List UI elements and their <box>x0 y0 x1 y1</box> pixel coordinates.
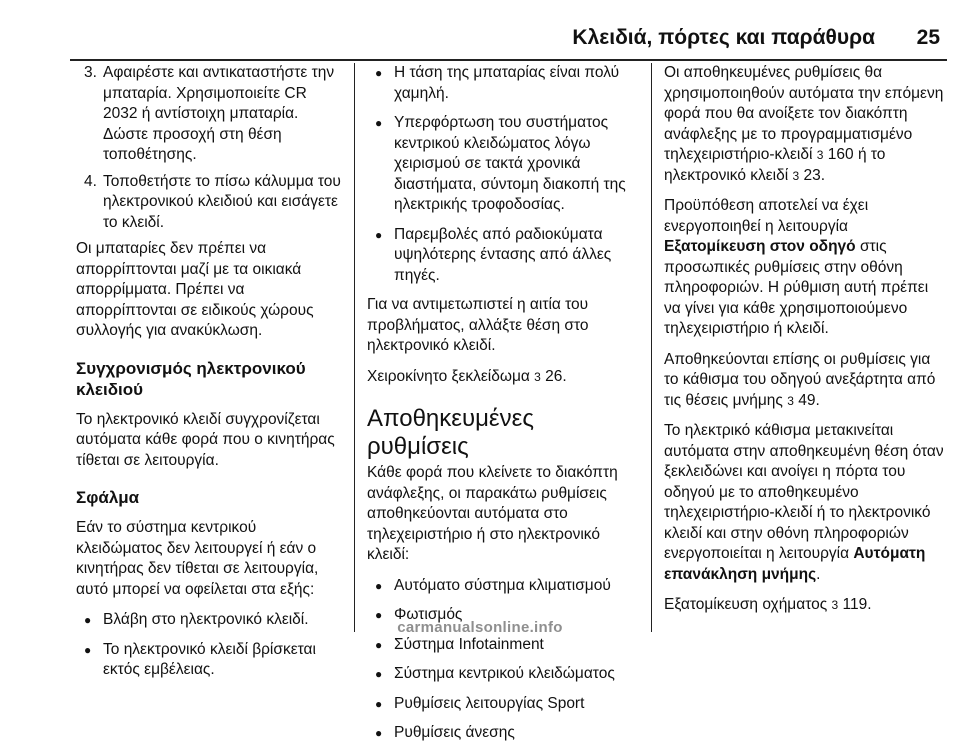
page-header-title: Κλειδιά, πόρτες και παράθυρα <box>572 26 875 49</box>
list-item-text: Βλάβη στο ηλεκτρονικό κλειδί. <box>103 611 309 628</box>
list-item <box>367 664 641 685</box>
list-item-text: Αυτόματο σύστημα κλιματισμού <box>394 576 611 594</box>
manual-unlock-reference <box>367 367 641 388</box>
column-1 <box>76 63 344 678</box>
menu-setting-name: Αυτόματη επανάκληση μνήμης <box>664 545 926 583</box>
memory-settings-heading: Αποθηκευμένες ρυθμίσεις <box>367 405 534 460</box>
watermark: carmanualsonline.info <box>397 619 563 636</box>
bullet-icon: ● <box>375 667 383 681</box>
list-item-text: Φωτισμός <box>394 606 463 623</box>
paragraph-text: ή το ηλεκτρονικό κλειδί <box>664 146 886 184</box>
page-reference-number: 26. <box>545 367 567 385</box>
power-seat-paragraph <box>664 421 944 585</box>
page-reference-icon: 3 <box>816 148 824 162</box>
page-reference-number: 49. <box>798 391 820 409</box>
vehicle-personalization-reference <box>664 595 944 616</box>
paragraph-text: Αποθηκεύονται επίσης οι ρυθμίσεις για το κάθισμα του οδηγού ανεξάρτητα από τις θέσεις μνήμης <box>664 350 936 409</box>
paragraph-text: στις προσωπικές ρυθμίσεις στην οθόνη πληροφοριών. Η ρύθμιση αυτή πρέπει να γίνει για κάθε χρησιμοποιούμενο τηλεχειριστήριο ή κλειδί. <box>664 238 929 337</box>
page-reference-number: 160 <box>827 146 854 163</box>
bullet-icon: ● <box>375 696 383 711</box>
reference-text: Χειροκίνητο ξεκλείδωμα <box>367 367 530 385</box>
prerequisite-paragraph <box>664 196 944 340</box>
list-item-text: Ρυθμίσεις λειτουργίας Sport <box>394 694 585 712</box>
page-reference-number: 119. <box>842 596 872 613</box>
sync-paragraph: Το ηλεκτρονικό κλειδί συγχρονίζεται αυτόματα κάθε φορά που ο κινητήρας τίθεται σε λειτουργία. <box>76 410 335 469</box>
fault-paragraph: Εάν το σύστημα κεντρικού κλειδώματος δεν λειτουργεί ή εάν ο κινητήρας δεν τίθεται σε λειτουργία, αυτό μπορεί να οφείλεται στα εξής: <box>76 519 319 598</box>
bullet-icon: ● <box>84 642 92 657</box>
list-item-text: Σύστημα Infotainment <box>394 635 544 653</box>
paragraph-text: . <box>816 565 821 583</box>
page-reference-icon: 3 <box>792 168 800 183</box>
paragraph-text: Προϋπόθεση αποτελεί να έχει ενεργοποιηθεί η λειτουργία <box>664 197 869 235</box>
page-reference-icon: 3 <box>534 369 541 384</box>
bullet-icon: ● <box>375 116 383 130</box>
column-divider-1 <box>354 63 355 632</box>
bullet-icon: ● <box>84 613 92 627</box>
list-item-text: Ρυθμίσεις άνεσης <box>394 724 515 741</box>
driver-seat-paragraph <box>664 350 944 412</box>
fault-heading: Σφάλμα <box>76 488 140 507</box>
step-text: Τοποθετήστε το πίσω κάλυμμα του ηλεκτρονικού κλειδιού και εισάγετε το κλειδί. <box>103 172 341 231</box>
menu-setting-name: Εξατομίκευση στον οδηγό <box>664 238 856 255</box>
paragraph-text: Το ηλεκτρικό κάθισμα μετακινείται αυτόματα στην αποθηκευμένη θέση όταν ξεκλειδώνει και ανοίγει η πόρτα του οδηγού με το αποθηκευμένο τηλεχειριστήριο-κλειδί ή το ηλεκτρονικό κλειδί και στην οθόνη πληροφοριών ενεργοποιείται η λειτουργία <box>664 422 944 562</box>
list-item <box>367 113 641 216</box>
bullet-icon: ● <box>375 227 383 242</box>
disposal-paragraph: Οι μπαταρίες δεν πρέπει να απορρίπτονται μαζί με τα οικιακά απορρίμματα. Πρέπει να απορρίπτονται σε ειδικούς χώρους συλλογής για ανακύκλωση. <box>76 240 314 339</box>
column-2 <box>367 63 641 741</box>
page-reference-number: 23. <box>803 166 826 184</box>
bullet-icon: ● <box>375 578 383 593</box>
list-item-text: Η τάση της μπαταρίας είναι πολύ χαμηλή. <box>394 64 620 102</box>
fix-paragraph: Για να αντιμετωπιστεί η αιτία του προβλήματος, αλλάξτε θέση στο ηλεκτρονικό κλειδί. <box>367 296 589 354</box>
column-divider-2 <box>651 63 652 632</box>
numbered-step-4 <box>76 172 344 234</box>
page-reference-icon: 3 <box>787 393 794 408</box>
page-reference-icon: 3 <box>831 598 839 612</box>
list-item <box>367 63 641 104</box>
step-number: 3. <box>84 64 97 81</box>
column-3 <box>664 63 944 632</box>
list-item <box>367 576 641 597</box>
sync-heading: Συγχρονισμός ηλεκτρονικού κλειδιού <box>76 358 306 399</box>
list-item <box>367 635 641 656</box>
page-number: 25 <box>916 26 940 49</box>
numbered-step-3 <box>76 63 344 166</box>
list-item <box>367 694 641 715</box>
list-item <box>76 640 344 681</box>
memory-intro-paragraph: Κάθε φορά που κλείνετε το διακόπτη ανάφλεξης, οι παρακάτω ρυθμίσεις αποθηκεύονται αυτόματα στο τηλεχειριστήριο ή στο ηλεκτρονικό κλειδί: <box>367 464 618 563</box>
list-item-text: Παρεμβολές από ραδιοκύματα υψηλότερης έντασης από άλλες πηγές. <box>394 225 612 284</box>
paragraph-text: Οι αποθηκευμένες ρυθμίσεις θα χρησιμοποιηθούν αυτόματα την επόμενη φορά που θα ανοίξετε τον διακόπτη ανάφλεξης με το προγραμματισμένο τηλεχειριστήριο-κλειδί <box>664 64 944 163</box>
reference-text: Εξατομίκευση οχήματος <box>664 596 828 613</box>
list-item-text: Σύστημα κεντρικού κλειδώματος <box>394 665 615 682</box>
bullet-icon: ● <box>375 726 383 740</box>
step-number: 4. <box>84 172 97 190</box>
list-item <box>367 225 641 287</box>
stored-settings-paragraph <box>664 63 944 186</box>
bullet-icon: ● <box>375 608 383 622</box>
bullet-icon: ● <box>375 637 383 652</box>
list-item-text: Υπερφόρτωση του συστήματος κεντρικού κλειδώματος λόγω χειρισμού σε τακτά χρονικά διαστήματα, σύντομη διακοπή της ηλεκτρικής τροφοδοσίας. <box>394 114 626 213</box>
list-item <box>367 723 641 744</box>
bullet-icon: ● <box>375 66 383 80</box>
header-divider <box>70 59 947 61</box>
list-item-text: Το ηλεκτρονικό κλειδί βρίσκεται εκτός εμβέλειας. <box>103 640 316 678</box>
step-text: Αφαιρέστε και αντικαταστήστε την μπαταρία. Χρησιμοποιείτε CR 2032 ή αντίστοιχη μπαταρία. Δώστε προσοχή στη θέση τοποθέτησης. <box>103 64 335 163</box>
